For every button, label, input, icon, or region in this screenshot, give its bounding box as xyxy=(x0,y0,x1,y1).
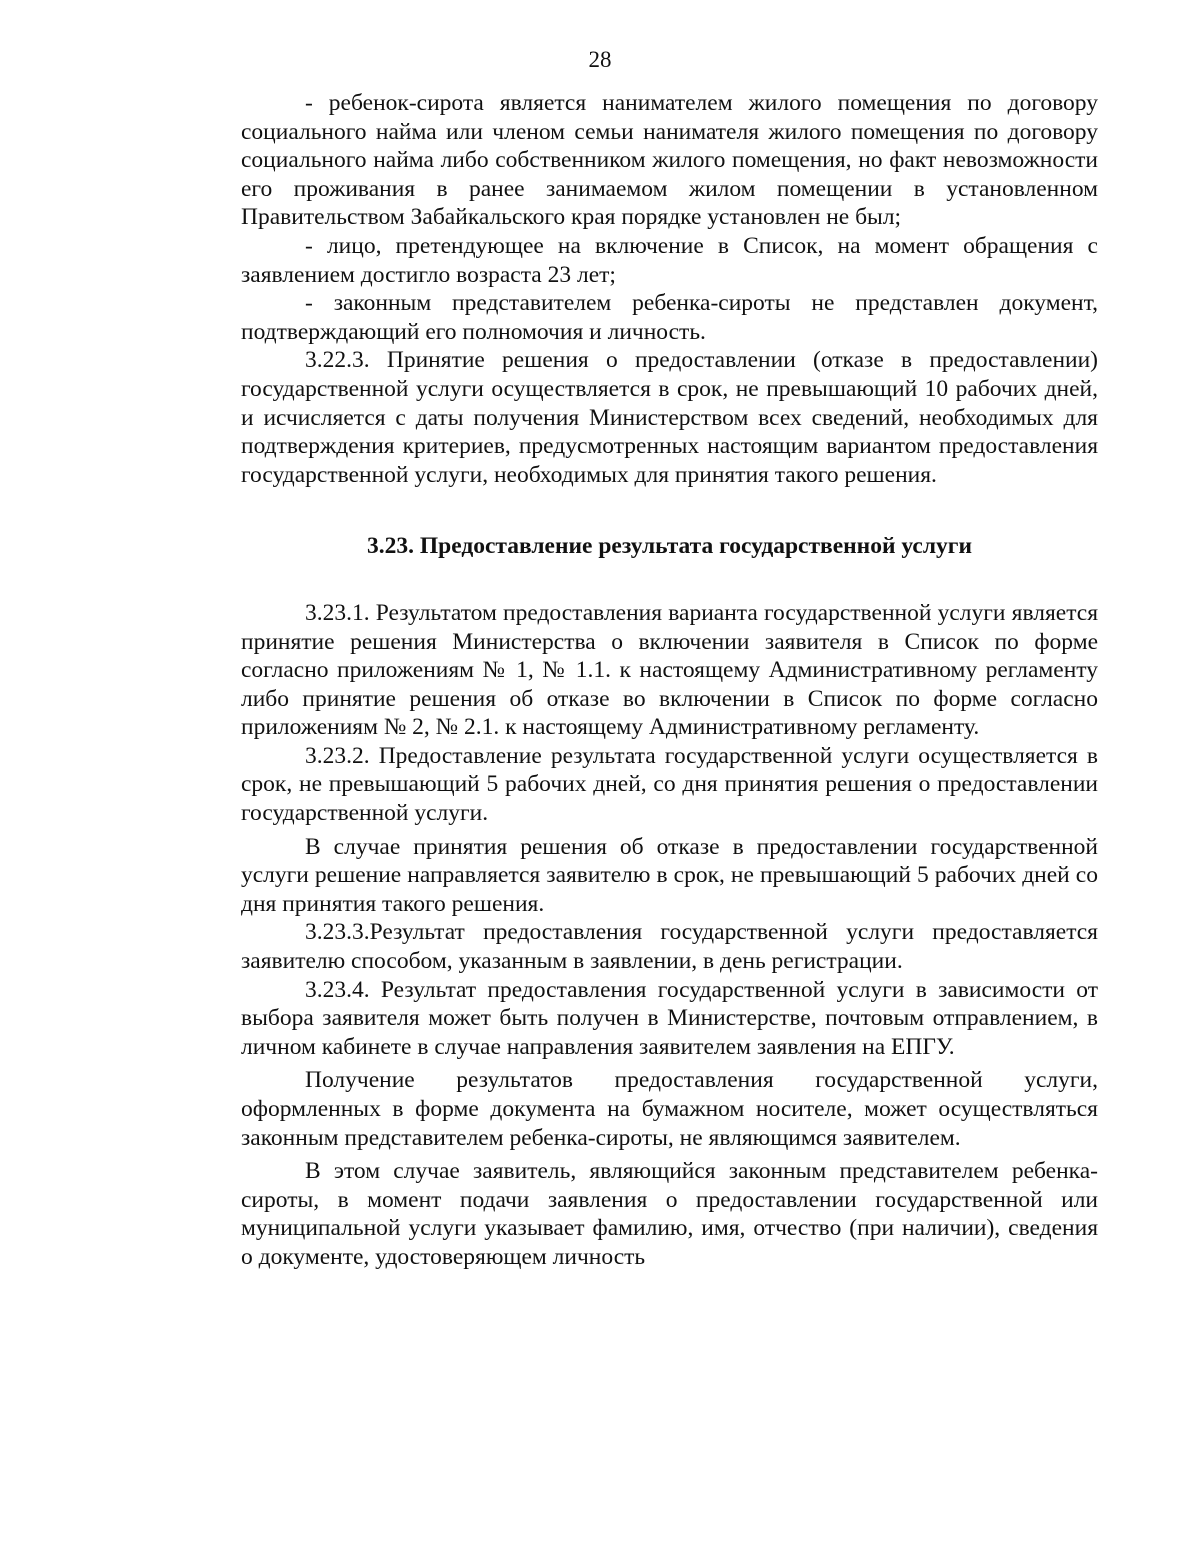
page-number: 28 xyxy=(588,47,612,72)
paragraph-3-23-2: 3.23.2. Предоставление результата государственной услуги осуществляется в срок, не превышающий 5 рабочих дней, со дня принятия решения о предоставлении государственной услуги. xyxy=(241,742,1098,827)
paragraph-applicant-representative: В этом случае заявитель, являющийся законным представителем ребенка-сироты, в момент подачи заявления о предоставлении государственной или муниципальной услуги указывает фамилию, имя, отчество (при наличии), сведения о документе, удостоверяющем личность xyxy=(241,1158,1098,1270)
paragraph-representative-docs: - законным представителем ребенка-сироты не представлен документ, подтверждающий его полномочия и личность. xyxy=(241,290,1098,345)
paragraph-paper-result: Получение результатов предоставления государственной услуги, оформленных в форме документа на бумажном носителе, может осуществляться законным представителем ребенка-сироты, не являющимся заявителем. xyxy=(241,1067,1098,1151)
paragraph-3-22-3: 3.22.3. Принятие решения о предоставлении (отказе в предоставлении) государственной услуги осуществляется в срок, не превышающий 10 рабочих дней, и исчисляется с даты получения Министерством всех сведений, необходимых для подтверждения критериев, предусмотренных настоящим вариантом предоставления государственной услуги, необходимых для принятия такого решения. xyxy=(241,347,1098,488)
paragraph-3-23-3: 3.23.3.Результат предоставления государственной услуги предоставляется заявителю способом, указанным в заявлении, в день регистрации. xyxy=(241,919,1098,975)
paragraph-3-23-1: 3.23.1. Результатом предоставления варианта государственной услуги является принятие решения Министерства о включении заявителя в Список по форме согласно приложениям № 1, № 1.1. к настоящему Административному регламенту либо принятие решения об отказе во включении в Список по форме согласно приложениям № 2, № 2.1. к настоящему Административному регламенту. xyxy=(241,599,1098,741)
paragraph-age-limit: - лицо, претендующее на включение в Список, на момент обращения с заявлением достигло возраста 23 лет; xyxy=(241,232,1098,288)
paragraph-3-23-4: 3.23.4. Результат предоставления государственной услуги в зависимости от выбора заявителя может быть получен в Министерстве, почтовым отправлением, в личном кабинете в случае направления заявителем заявления на ЕПГУ. xyxy=(241,976,1098,1060)
paragraph-orphan-not-tenant: - ребенок-сирота является нанимателем жилого помещения по договору социального найма или членом семьи нанимателя жилого помещения по договору социального найма либо собственником жилого помещения, но факт невозможности его проживания в ранее занимаемом жилом помещении в установленном Правительством Забайкальского края порядке установлен не был; xyxy=(241,90,1098,231)
section-heading-3-23: 3.23. Предоставление результата государственной услуги xyxy=(366,533,972,560)
document-body xyxy=(241,89,1098,1272)
paragraph-refusal-notice: В случае принятия решения об отказе в предоставлении государственной услуги решение направляется заявителю в срок, не превышающий 5 рабочих дней со дня принятия такого решения. xyxy=(241,833,1098,917)
